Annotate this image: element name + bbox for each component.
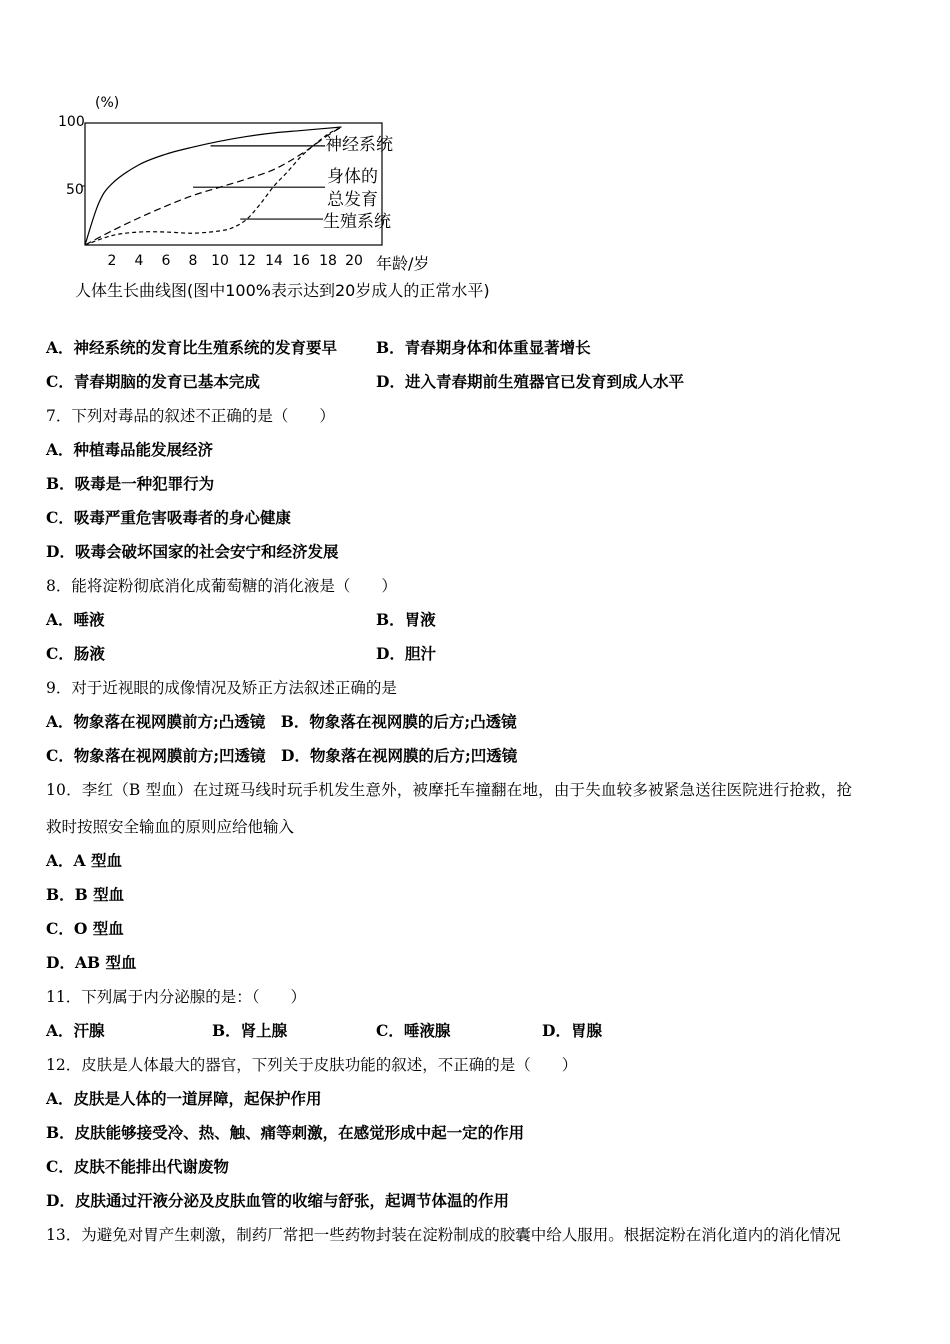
x-axis-label: 年龄/岁 (376, 254, 430, 273)
q6-option-c: C．青春期脑的发育已基本完成 (46, 372, 260, 391)
series-nervous-system-line (85, 127, 342, 245)
x-tick-label: 12 (238, 253, 256, 269)
x-tick-label: 18 (319, 253, 337, 269)
q8-stem: 8．能将淀粉彻底消化成葡萄糖的消化液是（ ） (46, 577, 397, 595)
chart-caption: 人体生长曲线图(图中100%表示达到20岁成人的正常水平) (75, 281, 490, 300)
q6-option-b: B．青春期身体和体重显著增长 (376, 338, 591, 357)
q9-stem: 9．对于近视眼的成像情况及矫正方法叙述正确的是 (46, 679, 397, 697)
q12-stem: 12．皮肤是人体最大的器官，下列关于皮肤功能的叙述，不正确的是（ ） (46, 1056, 578, 1074)
x-tick-label: 8 (188, 253, 198, 269)
legend-body-line1: 身体的 (327, 167, 378, 187)
q11-stem: 11．下列属于内分泌腺的是：（ ） (46, 988, 306, 1006)
q10-stem-line2: 救时按照安全输血的原则应给他输入 (46, 818, 295, 836)
y-unit-label: (%) (95, 95, 120, 111)
y-tick-label: 100 (58, 114, 85, 130)
q7-stem: 7．下列对毒品的叙述不正确的是（ ） (46, 407, 335, 425)
q9-options-cd: C．物象落在视网膜前方;凹透镜 D．物象落在视网膜的后方;凹透镜 (46, 746, 518, 765)
x-tick-label: 2 (107, 253, 117, 269)
q7-option-c: C．吸毒严重危害吸毒者的身心健康 (46, 508, 291, 527)
q11-option-d: D．胃腺 (542, 1021, 602, 1040)
q7-option-a: A．种植毒品能发展经济 (46, 440, 214, 459)
q12-option-d: D．皮肤通过汗液分泌及皮肤血管的收缩与舒张，起调节体温的作用 (46, 1191, 509, 1210)
y-tick-label: 50 (66, 182, 84, 198)
q10-option-b: B．B 型血 (46, 885, 125, 904)
legend-body-line2: 总发育 (327, 190, 378, 210)
q8-option-d: D．胆汁 (376, 644, 436, 663)
series-body-development-line (85, 127, 342, 245)
q10-option-c: C．O 型血 (46, 919, 124, 938)
q12-option-b: B．皮肤能够接受冷、热、触、痛等刺激，在感觉形成中起一定的作用 (46, 1123, 525, 1142)
x-tick-label: 6 (161, 253, 171, 269)
q7-option-b: B．吸毒是一种犯罪行为 (46, 474, 215, 493)
q6-option-d: D．进入青春期前生殖器官已发育到成人水平 (376, 372, 684, 391)
legend-reproductive-system: 生殖系统 (323, 212, 391, 232)
x-tick-label: 20 (345, 253, 363, 269)
x-tick-label: 16 (292, 253, 310, 269)
q12-option-c: C．皮肤不能排出代谢废物 (46, 1157, 229, 1176)
q12-option-a: A．皮肤是人体的一道屏障，起保护作用 (46, 1089, 322, 1108)
q10-stem-line1: 10．李红（B 型血）在过斑马线时玩手机发生意外，被摩托车撞翻在地，由于失血较多被紧急送往医院进行抢救，抢 (46, 781, 853, 799)
x-tick-label: 10 (211, 253, 229, 269)
q9-options-ab: A．物象落在视网膜前方;凸透镜 B．物象落在视网膜的后方;凸透镜 (46, 712, 517, 731)
q11-option-a: A．汗腺 (46, 1021, 105, 1040)
x-tick-label: 14 (265, 253, 283, 269)
q13-stem: 13．为避免对胃产生刺激，制药厂常把一些药物封装在淀粉制成的胶囊中给人服用。根据淀粉在消化道内的消化情况 (46, 1226, 841, 1244)
q10-option-d: D．AB 型血 (46, 953, 137, 972)
q8-option-c: C．肠液 (46, 644, 105, 663)
q8-option-a: A．唾液 (46, 610, 105, 629)
q10-option-a: A．A 型血 (46, 851, 122, 870)
growth-chart (55, 95, 535, 310)
q8-option-b: B．胃液 (376, 610, 436, 629)
q11-option-c: C．唾液腺 (376, 1021, 451, 1040)
series-reproductive-system-line (85, 127, 342, 245)
q7-option-d: D．吸毒会破坏国家的社会安宁和经济发展 (46, 542, 339, 561)
legend-nervous-system: 神经系统 (325, 135, 393, 155)
q11-option-b: B．肾上腺 (212, 1021, 288, 1040)
q6-option-a: A．神经系统的发育比生殖系统的发育要早 (46, 338, 338, 357)
x-tick-label: 4 (134, 253, 144, 269)
